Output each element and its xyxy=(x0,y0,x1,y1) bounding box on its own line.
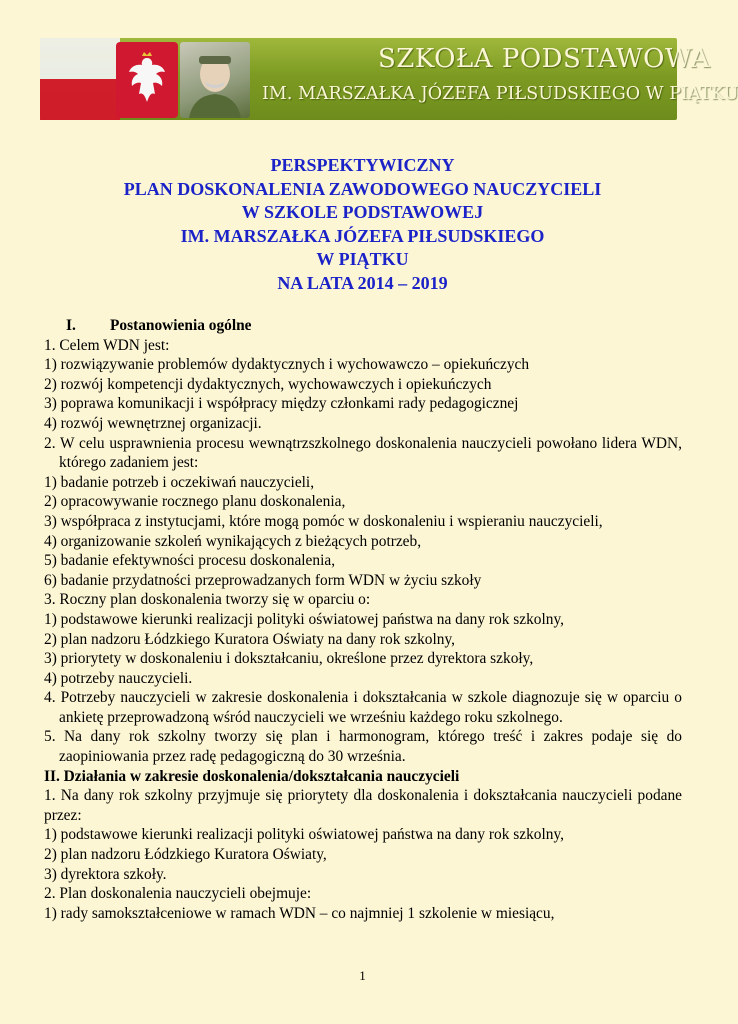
list-item: 4) potrzeby nauczycieli. xyxy=(44,669,193,687)
title-line: PERSPEKTYWICZNY xyxy=(270,155,455,175)
list-item: 1) rady samokształceniowe w ramach WDN – co najmniej 1 szkolenie w miesiącu, xyxy=(44,904,555,922)
title-line: W SZKOLE PODSTAWOWEJ xyxy=(241,202,484,222)
page-number: 1 xyxy=(359,968,366,983)
title-line: IM. MARSZAŁKA JÓZEFA PIŁSUDSKIEGO xyxy=(180,225,545,246)
eagle-emblem-icon xyxy=(116,42,178,118)
list-item: 3) współpraca z instytucjami, które mogą pomóc w doskonaleniu i wspieraniu nauczycieli, xyxy=(44,512,603,530)
list-item: 2) plan nadzoru Łódzkiego Kuratora Oświaty na dany rok szkolny, xyxy=(44,630,456,648)
list-item: 1) podstawowe kierunki realizacji polityki oświatowej państwa na dany rok szkolny, xyxy=(44,610,565,628)
list-item: 1) podstawowe kierunki realizacji polityki oświatowej państwa na dany rok szkolny, xyxy=(44,826,565,844)
list-item: 4) rozwój wewnętrznej organizacji. xyxy=(44,414,262,432)
paragraph: 3. Roczny plan doskonalenia tworzy się w oparciu o: xyxy=(44,591,371,609)
paragraph: 2. Plan doskonalenia nauczycieli obejmuje: xyxy=(44,885,312,903)
title-line: W PIĄTKU xyxy=(316,249,409,269)
section-heading: I. Postanowienia ogólne xyxy=(66,317,252,334)
school-patron: IM. MARSZAŁKA JÓZEFA PIŁSUDSKIEGO W PIĄTKU xyxy=(262,84,738,104)
header-banner xyxy=(40,38,738,120)
list-item: 2) opracowywanie rocznego planu doskonalenia, xyxy=(44,493,346,511)
title-line: PLAN DOSKONALENIA ZAWODOWEGO NAUCZYCIELI xyxy=(123,178,602,199)
paragraph: 4. Potrzeby nauczycieli w zakresie doskonalenia i dokształcania w szkole diagnozuje się w oparciu o ankietę przeprowadzoną wśród nauczycieli we wrześniu każdego roku szkolnego. xyxy=(44,689,682,726)
patron-portrait-image xyxy=(180,42,250,118)
document-title xyxy=(0,154,725,295)
list-item: 3) poprawa komunikacji i współpracy między członkami rady pedagogicznej xyxy=(44,395,519,413)
paragraph: 5. Na dany rok szkolny tworzy się plan i harmonogram, którego treść i zakres podaje się do zaopiniowania przez radę pedagogiczną do 30 września. xyxy=(44,728,682,766)
list-item: 3) dyrektora szkoły. xyxy=(44,865,167,883)
paragraph: 2. W celu usprawnienia procesu wewnątrzszkolnego doskonalenia nauczycieli powołano lidera WDN, którego zadaniem jest: xyxy=(44,434,682,472)
paragraph: 1. Celem WDN jest: xyxy=(44,336,170,354)
list-item: 2) plan nadzoru Łódzkiego Kuratora Oświaty, xyxy=(44,846,327,864)
list-item: 5) badanie efektywności procesu doskonalenia, xyxy=(44,552,336,570)
list-item: 2) rozwój kompetencji dydaktycznych, wychowawczych i opiekuńczych xyxy=(44,375,492,393)
paragraph: 1. Na dany rok szkolny przyjmuje się priorytety dla doskonalenia i dokształcania nauczycieli podane przez: xyxy=(44,787,682,824)
list-item: 6) badanie przydatności przeprowadzanych form WDN w życiu szkoły xyxy=(44,571,482,589)
list-item: 1) rozwiązywanie problemów dydaktycznych i wychowawczo – opiekuńczych xyxy=(44,356,530,374)
list-item: 1) badanie potrzeb i oczekiwań nauczycieli, xyxy=(44,473,315,491)
school-name: SZKOŁA PODSTAWOWA xyxy=(378,44,711,74)
list-item: 4) organizowanie szkoleń wynikających z bieżących potrzeb, xyxy=(44,532,422,550)
section-heading: II. Działania w zakresie doskonalenia/dokształcania nauczycieli xyxy=(44,767,460,785)
title-line: NA LATA 2014 – 2019 xyxy=(277,272,448,293)
polish-flag-icon xyxy=(40,38,120,120)
document-body xyxy=(44,316,682,923)
list-item: 3) priorytety w doskonaleniu i dokształcaniu, określone przez dyrektora szkoły, xyxy=(44,650,534,668)
